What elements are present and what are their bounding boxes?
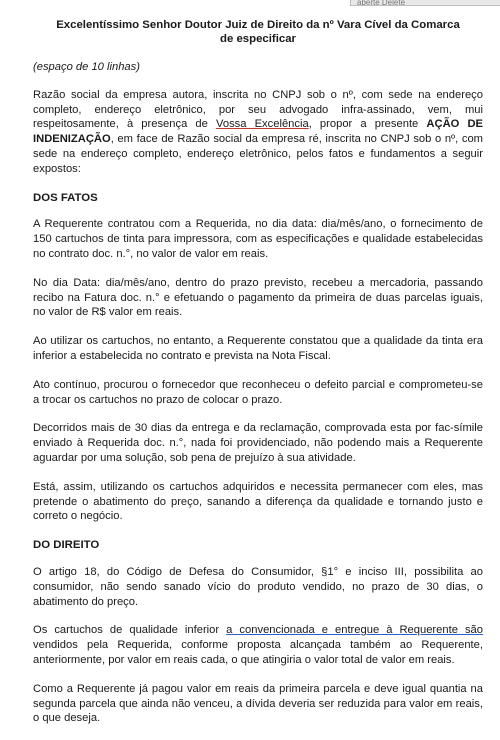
acao-title: AÇÃO DE INDENIZAÇÃO — [33, 118, 484, 146]
intro-paragraph — [33, 88, 483, 177]
corner-text: aberte Delete — [357, 0, 406, 6]
fatos-paragraph: A Requerente contratou com a Requerida, no dia data: dia/mês/ano, o fornecimento de 150 cartuchos de tinta para impressora, com as especificações e qualidade estabelecidas no contrato doc. n.°, no valor de valor em reais. — [33, 218, 483, 260]
direito-p2-underlined: a convencionada e entregue à Requerente são — [226, 624, 484, 637]
vossa-excelencia: Vossa Excelência — [216, 118, 309, 131]
corner-toolbar — [350, 0, 500, 6]
direito-p2-part-2: vendidos pela Requerida, conforme proposta alcançada também ao Requerente, anteriormente, por valor em reais cada, o que atingiria o valor total de valor em reais. — [33, 639, 483, 666]
document-title — [33, 18, 483, 46]
title-line-2: de especificar — [220, 33, 296, 45]
spacing-note: (espaço de 10 linhas) — [33, 61, 140, 73]
fatos-paragraph: No dia Data: dia/mês/ano, dentro do prazo previsto, recebeu a mercadoria, passando recibo na Fatura doc. n.° e efetuando o pagamento da primeira de duas parcelas iguais, no valor de R$ valor em reais. — [33, 276, 483, 319]
direito-paragraph-2 — [33, 623, 483, 667]
direito-paragraph-1: O artigo 18, do Código de Defesa do Consumidor, §1° e inciso III, possibilita ao consumidor, não sendo sanado vício do produto vendido, no prazo de 30 dias, o abatimento do preço. — [33, 565, 483, 608]
intro-part-1: Razão social da empresa autora, inscrita no CNPJ sob o nº, com sede na endereço completo, endereço eletrônico, por seu advogado infra-assinado, vem, mui respeitosamente, à presença de — [33, 88, 483, 131]
section-heading-fatos: DOS FATOS — [33, 191, 98, 204]
section-heading-direito: DO DIREITO — [33, 539, 100, 552]
intro-part-3: , em face de Razão social da empresa ré, inscrita no CNPJ sob o nº, com sede na endereço completo, endereço eletrônico, pelos fatos e fundamentos a seguir expostos: — [33, 133, 483, 175]
fatos-paragraph: Ato contínuo, procurou o fornecedor que reconheceu o defeito parcial e comprometeu-se a trocar os cartuchos no prazo de colocar o prazo. — [33, 378, 483, 406]
title-line-1: Excelentíssimo Senhor Doutor Juiz de Direito da nº Vara Cível da Comarca — [56, 19, 460, 31]
intro-part-2: , propor a presente — [308, 118, 427, 131]
fatos-paragraph: Ao utilizar os cartuchos, no entanto, a Requerente constatou que a qualidade da tinta era inferior a estabelecida no contrato e prevista na Nota Fiscal. — [33, 335, 483, 362]
fatos-paragraph: Está, assim, utilizando os cartuchos adquiridos e necessita permanecer com eles, mas pretende o abatimento do preço, sanando a diferença da qualidade e tornando justo e correto o negócio. — [33, 480, 483, 523]
direito-paragraph-3: Como a Requerente já pagou valor em reais da primeira parcela e deve igual quantia na segunda parcela que ainda não venceu, a dívida deveria ser reduzida para valor em reais, o que deseja. — [33, 682, 483, 725]
fatos-paragraph: Decorridos mais de 30 dias da entrega e da reclamação, comprovada esta por fac-símile enviado à Requerida doc. n.°, nada foi providenciado, não podendo mais a Requerente aguardar por uma solução, sob pena de prejuízo à sua atividade. — [33, 422, 483, 464]
direito-p2-part-1: Os cartuchos de qualidade inferior — [33, 624, 227, 637]
document-body — [33, 18, 483, 740]
